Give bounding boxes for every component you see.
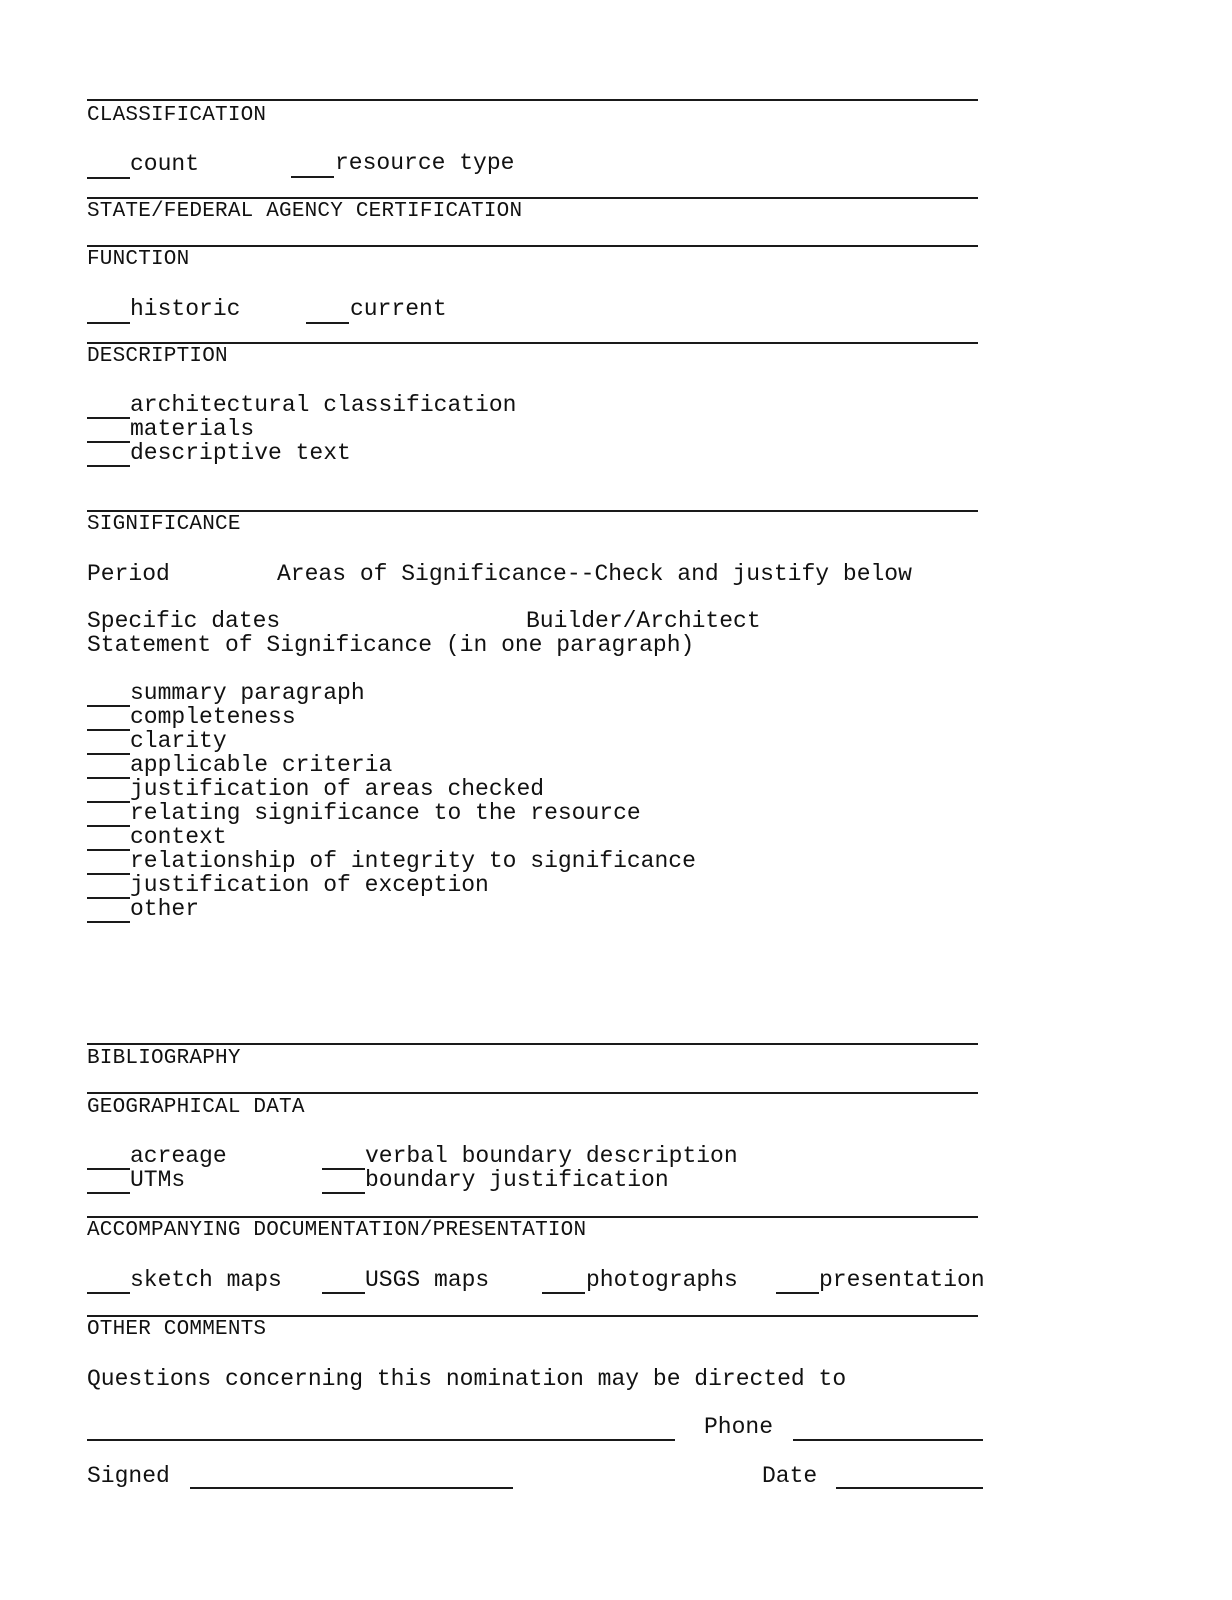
checkbox-line[interactable]: [87, 873, 130, 875]
architectural-classification-label: architectural classification: [130, 392, 517, 418]
resource-type-label: resource type: [335, 150, 515, 176]
verbal-boundary-checkbox-line[interactable]: [322, 1168, 365, 1170]
verbal-boundary-label: verbal boundary description: [365, 1143, 738, 1169]
checkbox-line[interactable]: [87, 465, 130, 467]
checkbox-line[interactable]: [87, 705, 130, 707]
photographs-checkbox-line[interactable]: [542, 1292, 585, 1294]
boundary-justification-label: boundary justification: [365, 1167, 669, 1193]
materials-label: materials: [130, 416, 255, 442]
phone-label: Phone: [704, 1414, 774, 1440]
checklist-item: clarity: [130, 728, 227, 754]
sketch-maps-label: sketch maps: [130, 1267, 282, 1293]
checklist-item: summary paragraph: [130, 680, 365, 706]
description-heading: DESCRIPTION: [87, 345, 228, 368]
other-comments-heading: OTHER COMMENTS: [87, 1318, 267, 1341]
checkbox-line[interactable]: [87, 417, 130, 419]
accompanying-documentation-heading: ACCOMPANYING DOCUMENTATION/PRESENTATION: [87, 1219, 587, 1242]
significance-heading: SIGNIFICANCE: [87, 513, 241, 536]
descriptive-text-label: descriptive text: [130, 440, 351, 466]
presentation-checkbox-line[interactable]: [776, 1292, 819, 1294]
questions-directed-to-text: Questions concerning this nomination may be directed to: [87, 1366, 847, 1392]
checklist-item: relationship of integrity to significance: [130, 848, 696, 874]
checkbox-line[interactable]: [87, 825, 130, 827]
checkbox-line[interactable]: [87, 921, 130, 923]
date-label: Date: [762, 1463, 818, 1489]
current-label: current: [350, 296, 447, 322]
acreage-checkbox-line[interactable]: [87, 1168, 130, 1170]
checkbox-line[interactable]: [87, 441, 130, 443]
section-divider: [87, 1092, 978, 1094]
function-heading: FUNCTION: [87, 248, 190, 271]
checklist-item: justification of exception: [130, 872, 489, 898]
period-label: Period: [87, 561, 170, 587]
section-divider: [87, 1043, 978, 1045]
count-label: count: [130, 151, 200, 177]
checklist-item: context: [130, 824, 227, 850]
checkbox-line[interactable]: [87, 897, 130, 899]
checklist-item: justification of areas checked: [130, 776, 545, 802]
boundary-justification-checkbox-line[interactable]: [322, 1192, 365, 1194]
contact-name-field[interactable]: [87, 1439, 675, 1441]
checkbox-line[interactable]: [87, 849, 130, 851]
builder-architect-label: Builder/Architect: [526, 608, 761, 634]
state-federal-heading: STATE/FEDERAL AGENCY CERTIFICATION: [87, 200, 523, 223]
bibliography-heading: BIBLIOGRAPHY: [87, 1047, 241, 1070]
classification-heading: CLASSIFICATION: [87, 104, 267, 127]
checklist-item: relating significance to the resource: [130, 800, 641, 826]
photographs-label: photographs: [586, 1267, 738, 1293]
section-divider: [87, 342, 978, 344]
current-checkbox-line[interactable]: [306, 322, 349, 324]
signature-field[interactable]: [190, 1487, 513, 1489]
date-field[interactable]: [836, 1487, 983, 1489]
utms-label: UTMs: [130, 1167, 186, 1193]
section-divider: [87, 510, 978, 512]
section-divider: [87, 99, 978, 101]
usgs-maps-checkbox-line[interactable]: [322, 1292, 365, 1294]
usgs-maps-label: USGS maps: [365, 1267, 490, 1293]
historic-label: historic: [130, 296, 241, 322]
specific-dates-label: Specific dates: [87, 608, 281, 634]
checklist-item: other: [130, 896, 200, 922]
sketch-maps-checkbox-line[interactable]: [87, 1292, 130, 1294]
checkbox-line[interactable]: [87, 777, 130, 779]
checkbox-line[interactable]: [87, 753, 130, 755]
geographical-data-heading: GEOGRAPHICAL DATA: [87, 1096, 305, 1119]
acreage-label: acreage: [130, 1143, 227, 1169]
checkbox-line[interactable]: [87, 729, 130, 731]
historic-checkbox-line[interactable]: [87, 322, 130, 324]
areas-of-significance-label: Areas of Significance--Check and justify below: [277, 561, 912, 587]
resource-type-checkbox-line[interactable]: [291, 176, 334, 178]
checkbox-line[interactable]: [87, 801, 130, 803]
checklist-item: applicable criteria: [130, 752, 393, 778]
section-divider: [87, 197, 978, 199]
statement-of-significance-label: Statement of Significance (in one paragraph): [87, 632, 695, 658]
checklist-item: completeness: [130, 704, 296, 730]
section-divider: [87, 1216, 978, 1218]
presentation-label: presentation: [819, 1267, 985, 1293]
section-divider: [87, 1315, 978, 1317]
signed-label: Signed: [87, 1463, 170, 1489]
count-checkbox-line[interactable]: [87, 177, 130, 179]
phone-field[interactable]: [793, 1439, 983, 1441]
utms-checkbox-line[interactable]: [87, 1192, 130, 1194]
section-divider: [87, 245, 978, 247]
